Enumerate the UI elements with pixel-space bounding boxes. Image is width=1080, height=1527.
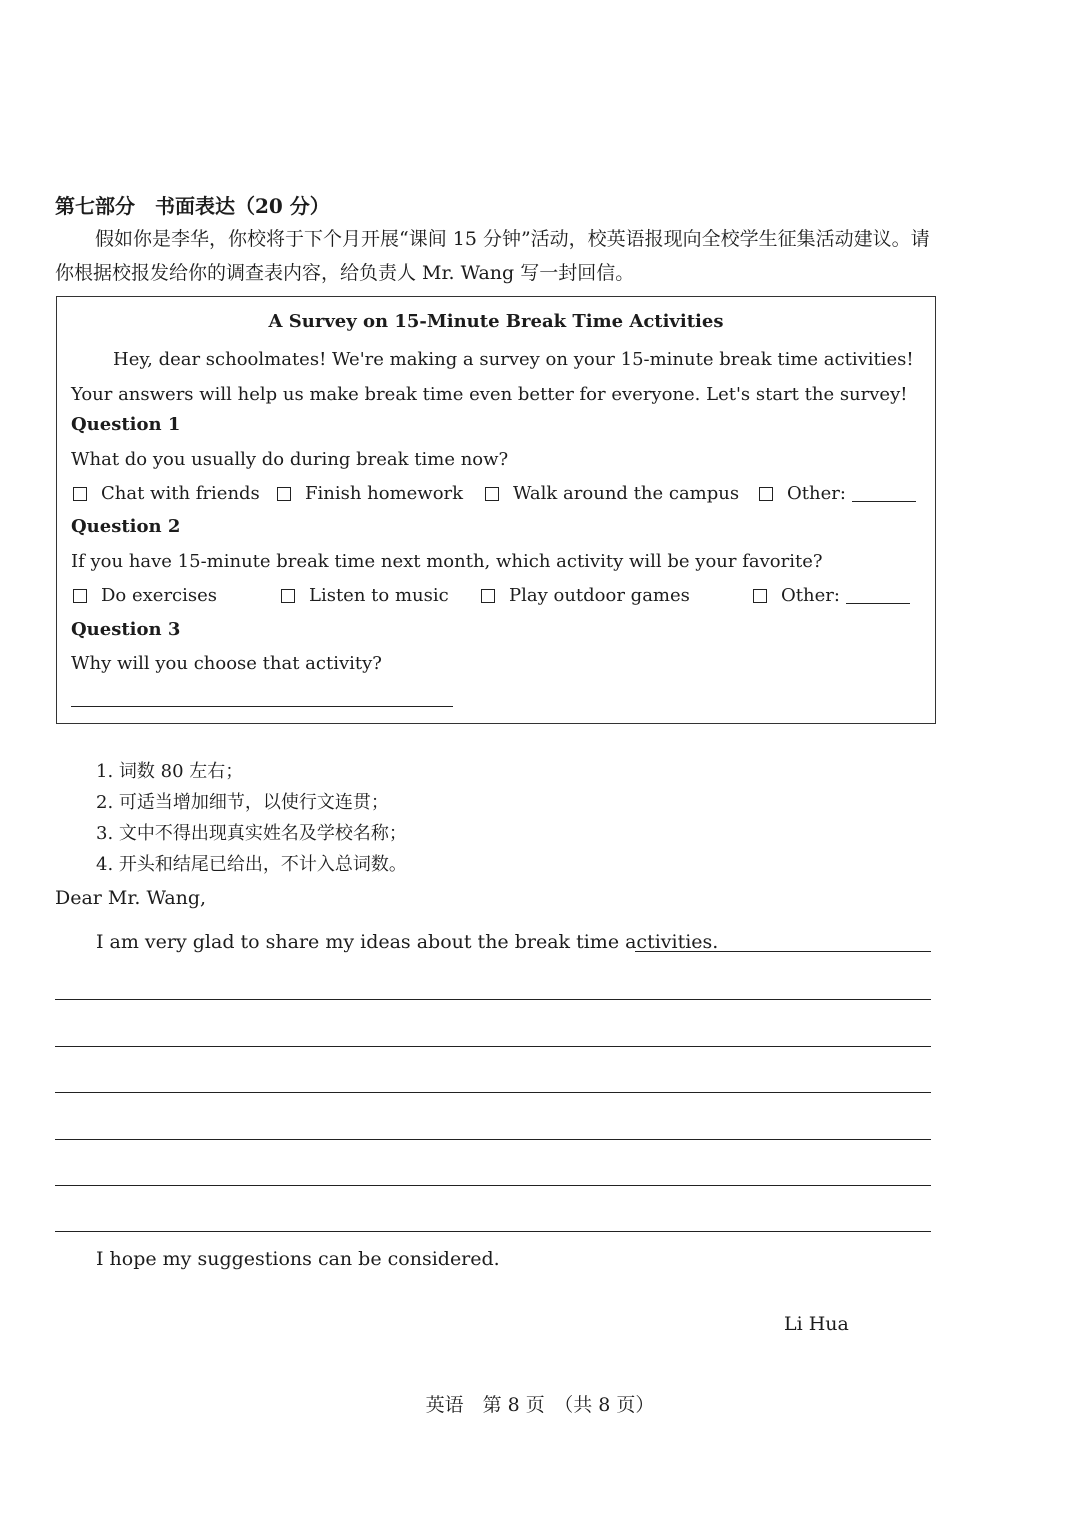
option-label: Finish homework bbox=[305, 483, 464, 504]
checkbox-icon[interactable] bbox=[481, 589, 495, 603]
requirement-item: 2. 可适当增加细节，以使行文连贯； bbox=[96, 792, 389, 813]
q1-option-walk[interactable] bbox=[485, 483, 739, 504]
q2-option-other[interactable] bbox=[753, 585, 910, 606]
checkbox-icon[interactable] bbox=[73, 589, 87, 603]
q1-option-chat[interactable] bbox=[73, 483, 260, 504]
option-label: Walk around the campus bbox=[513, 483, 740, 504]
writing-line[interactable] bbox=[55, 1092, 931, 1093]
q1-option-other[interactable] bbox=[759, 483, 916, 504]
requirement-item: 3. 文中不得出现真实姓名及学校名称； bbox=[96, 823, 407, 844]
requirement-item: 1. 词数 80 左右； bbox=[96, 761, 244, 782]
checkbox-icon[interactable] bbox=[73, 487, 87, 501]
writing-line[interactable] bbox=[635, 951, 931, 952]
writing-line[interactable] bbox=[55, 1139, 931, 1140]
question-1-label: Question 1 bbox=[71, 414, 181, 435]
survey-intro: Hey, dear schoolmates! We're making a survey on your 15-minute break time activities! Your answers will help us make break time even better for everyone. Let's start the survey! bbox=[71, 349, 914, 405]
checkbox-icon[interactable] bbox=[281, 589, 295, 603]
question-2-label: Question 2 bbox=[71, 516, 181, 537]
letter-opening: I am very glad to share my ideas about the break time activities. bbox=[96, 931, 719, 953]
requirement-item: 4. 开头和结尾已给出，不计入总词数。 bbox=[96, 854, 407, 875]
question-3-label: Question 3 bbox=[71, 619, 181, 640]
option-label: Do exercises bbox=[101, 585, 218, 606]
option-label: Chat with friends bbox=[101, 483, 260, 504]
checkbox-icon[interactable] bbox=[277, 487, 291, 501]
section-title: 第七部分 书面表达（20 分） bbox=[55, 194, 330, 218]
question-2-text: If you have 15-minute break time next month, which activity will be your favorite? bbox=[71, 551, 823, 572]
option-label: Other: bbox=[787, 483, 846, 504]
other-blank[interactable] bbox=[852, 485, 916, 502]
task-instructions: 假如你是李华，你校将于下个月开展“课间 15 分钟”活动，校英语报现向全校学生征集活动建议。请你根据校报发给你的调查表内容，给负责人 Mr. Wang 写一封回信。 bbox=[55, 228, 930, 284]
checkbox-icon[interactable] bbox=[753, 589, 767, 603]
option-label: Other: bbox=[781, 585, 840, 606]
question-3-text: Why will you choose that activity? bbox=[71, 653, 382, 674]
question-1-text: What do you usually do during break time now? bbox=[71, 449, 509, 470]
question-3-answer-line[interactable] bbox=[71, 706, 453, 707]
option-label: Play outdoor games bbox=[509, 585, 690, 606]
page-footer: 英语 第 8 页 （共 8 页） bbox=[425, 1394, 655, 1416]
writing-line[interactable] bbox=[55, 1046, 931, 1047]
survey-title: A Survey on 15-Minute Break Time Activities bbox=[268, 311, 724, 332]
writing-line[interactable] bbox=[55, 999, 931, 1000]
checkbox-icon[interactable] bbox=[759, 487, 773, 501]
writing-line[interactable] bbox=[55, 1185, 931, 1186]
checkbox-icon[interactable] bbox=[485, 487, 499, 501]
q2-option-games[interactable] bbox=[481, 585, 690, 606]
writing-line[interactable] bbox=[55, 1231, 931, 1232]
letter-closing: I hope my suggestions can be considered. bbox=[96, 1248, 500, 1270]
survey-box bbox=[56, 296, 936, 724]
other-blank[interactable] bbox=[846, 587, 910, 604]
letter-greeting: Dear Mr. Wang, bbox=[55, 887, 207, 909]
q1-option-homework[interactable] bbox=[277, 483, 463, 504]
option-label: Listen to music bbox=[309, 585, 449, 606]
q2-option-exercises[interactable] bbox=[73, 585, 217, 606]
q2-option-music[interactable] bbox=[281, 585, 449, 606]
letter-signature: Li Hua bbox=[784, 1313, 849, 1335]
